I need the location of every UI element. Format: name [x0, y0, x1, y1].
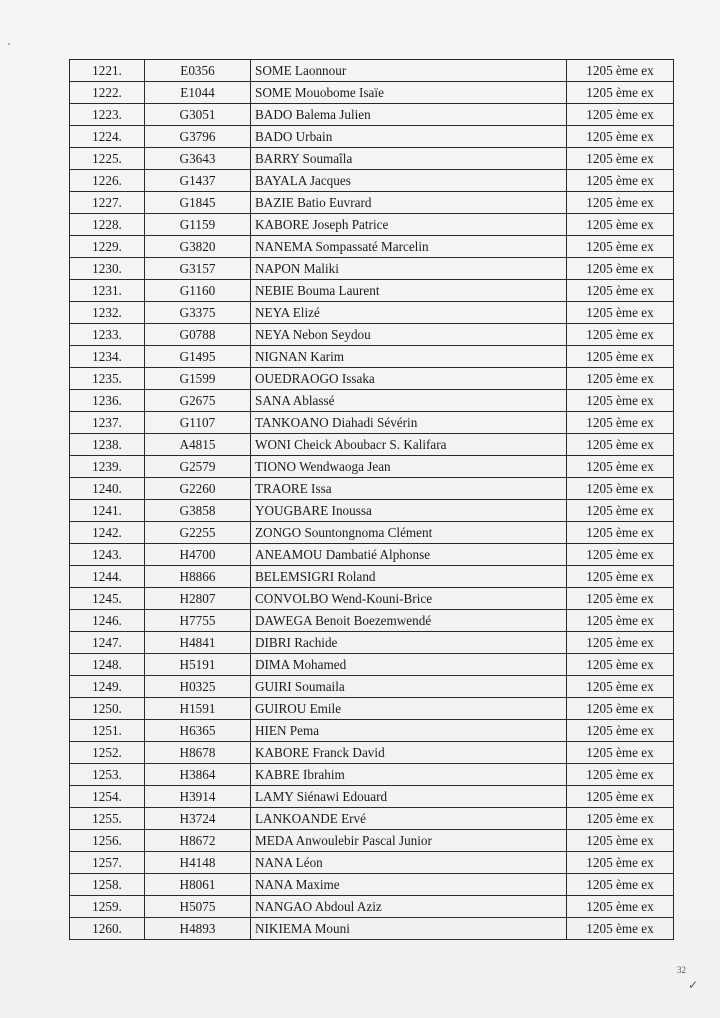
candidate-rank: 1205 ème ex [567, 830, 674, 852]
row-number: 1228. [70, 214, 145, 236]
candidate-rank: 1205 ème ex [567, 544, 674, 566]
row-number: 1232. [70, 302, 145, 324]
table-row [70, 324, 674, 346]
candidate-rank: 1205 ème ex [567, 786, 674, 808]
table-row [70, 852, 674, 874]
candidate-name: TRAORE Issa [251, 478, 567, 500]
candidate-name: BAZIE Batio Euvrard [251, 192, 567, 214]
candidate-name: DAWEGA Benoit Boezemwendé [251, 610, 567, 632]
candidate-code: G2675 [145, 390, 251, 412]
table-row [70, 346, 674, 368]
table-row [70, 82, 674, 104]
candidate-rank: 1205 ème ex [567, 918, 674, 940]
candidate-code: E0356 [145, 60, 251, 82]
candidate-name: YOUGBARE Inoussa [251, 500, 567, 522]
candidate-name: TANKOANO Diahadi Sévérin [251, 412, 567, 434]
table-row [70, 544, 674, 566]
row-number: 1225. [70, 148, 145, 170]
candidate-name: OUEDRAOGO Issaka [251, 368, 567, 390]
row-number: 1241. [70, 500, 145, 522]
candidate-name: LAMY Siénawi Edouard [251, 786, 567, 808]
candidate-name: TIONO Wendwaoga Jean [251, 456, 567, 478]
candidate-code: G2260 [145, 478, 251, 500]
candidate-rank: 1205 ème ex [567, 324, 674, 346]
table-row [70, 808, 674, 830]
candidate-rank: 1205 ème ex [567, 412, 674, 434]
candidate-rank: 1205 ème ex [567, 434, 674, 456]
candidate-rank: 1205 ème ex [567, 764, 674, 786]
candidate-name: KABRE Ibrahim [251, 764, 567, 786]
row-number: 1233. [70, 324, 145, 346]
candidate-name: LANKOANDE Ervé [251, 808, 567, 830]
candidate-rank: 1205 ème ex [567, 104, 674, 126]
candidate-name: NEBIE Bouma Laurent [251, 280, 567, 302]
candidate-rank: 1205 ème ex [567, 566, 674, 588]
candidate-code: G3796 [145, 126, 251, 148]
candidate-rank: 1205 ème ex [567, 192, 674, 214]
row-number: 1249. [70, 676, 145, 698]
row-number: 1223. [70, 104, 145, 126]
candidate-code: H8866 [145, 566, 251, 588]
row-number: 1252. [70, 742, 145, 764]
row-number: 1259. [70, 896, 145, 918]
candidate-rank: 1205 ème ex [567, 808, 674, 830]
table-row [70, 786, 674, 808]
row-number: 1255. [70, 808, 145, 830]
candidate-name: NANGAO Abdoul Aziz [251, 896, 567, 918]
table-row [70, 896, 674, 918]
candidate-name: KABORE Franck David [251, 742, 567, 764]
candidate-rank: 1205 ème ex [567, 456, 674, 478]
table-row [70, 720, 674, 742]
candidate-code: H4700 [145, 544, 251, 566]
table-row [70, 214, 674, 236]
table-row [70, 698, 674, 720]
candidate-code: G2255 [145, 522, 251, 544]
table-row [70, 280, 674, 302]
candidate-rank: 1205 ème ex [567, 588, 674, 610]
candidate-name: MEDA Anwoulebir Pascal Junior [251, 830, 567, 852]
candidate-name: NEYA Nebon Seydou [251, 324, 567, 346]
row-number: 1246. [70, 610, 145, 632]
table-row [70, 148, 674, 170]
candidate-rank: 1205 ème ex [567, 346, 674, 368]
candidate-rank: 1205 ème ex [567, 852, 674, 874]
candidate-code: G1107 [145, 412, 251, 434]
table-row [70, 170, 674, 192]
row-number: 1230. [70, 258, 145, 280]
row-number: 1257. [70, 852, 145, 874]
candidate-rank: 1205 ème ex [567, 82, 674, 104]
table-row [70, 236, 674, 258]
row-number: 1240. [70, 478, 145, 500]
candidate-code: H1591 [145, 698, 251, 720]
candidate-name: KABORE Joseph Patrice [251, 214, 567, 236]
table-row [70, 192, 674, 214]
candidate-name: WONI Cheick Aboubacr S. Kalifara [251, 434, 567, 456]
candidate-code: H5191 [145, 654, 251, 676]
candidate-rank: 1205 ème ex [567, 126, 674, 148]
candidate-code: H8061 [145, 874, 251, 896]
candidate-rank: 1205 ème ex [567, 874, 674, 896]
table-row [70, 830, 674, 852]
candidate-code: G3820 [145, 236, 251, 258]
table-row [70, 104, 674, 126]
row-number: 1238. [70, 434, 145, 456]
table-row [70, 126, 674, 148]
candidate-name: NEYA Elizé [251, 302, 567, 324]
candidate-rank: 1205 ème ex [567, 742, 674, 764]
candidate-rank: 1205 ème ex [567, 60, 674, 82]
row-number: 1247. [70, 632, 145, 654]
table-row [70, 654, 674, 676]
row-number: 1239. [70, 456, 145, 478]
row-number: 1229. [70, 236, 145, 258]
candidate-name: ANEAMOU Dambatié Alphonse [251, 544, 567, 566]
table-row [70, 610, 674, 632]
candidate-rank: 1205 ème ex [567, 720, 674, 742]
table-row [70, 390, 674, 412]
candidate-code: G1599 [145, 368, 251, 390]
candidate-name: NAPON Maliki [251, 258, 567, 280]
candidate-name: BAYALA Jacques [251, 170, 567, 192]
candidate-name: GUIRI Soumaila [251, 676, 567, 698]
row-number: 1243. [70, 544, 145, 566]
candidate-code: H4841 [145, 632, 251, 654]
row-number: 1250. [70, 698, 145, 720]
candidate-code: G1495 [145, 346, 251, 368]
candidate-code: H3914 [145, 786, 251, 808]
candidate-name: GUIROU Emile [251, 698, 567, 720]
table-row [70, 258, 674, 280]
table-row [70, 522, 674, 544]
candidate-name: BARRY Soumaîla [251, 148, 567, 170]
candidate-rank: 1205 ème ex [567, 478, 674, 500]
candidate-name: BADO Urbain [251, 126, 567, 148]
candidate-code: A4815 [145, 434, 251, 456]
row-number: 1234. [70, 346, 145, 368]
candidate-code: H3724 [145, 808, 251, 830]
candidate-rank: 1205 ème ex [567, 148, 674, 170]
candidate-name: NIGNAN Karim [251, 346, 567, 368]
row-number: 1254. [70, 786, 145, 808]
candidate-name: DIMA Mohamed [251, 654, 567, 676]
candidate-code: G1160 [145, 280, 251, 302]
row-number: 1245. [70, 588, 145, 610]
row-number: 1237. [70, 412, 145, 434]
table-row [70, 676, 674, 698]
candidate-name: HIEN Pema [251, 720, 567, 742]
candidate-rank: 1205 ème ex [567, 676, 674, 698]
candidate-name: SOME Laonnour [251, 60, 567, 82]
row-number: 1251. [70, 720, 145, 742]
row-number: 1231. [70, 280, 145, 302]
candidate-rank: 1205 ème ex [567, 280, 674, 302]
table-row [70, 918, 674, 940]
table-row [70, 412, 674, 434]
candidate-code: H4893 [145, 918, 251, 940]
row-number: 1236. [70, 390, 145, 412]
table-row [70, 742, 674, 764]
candidate-name: NANA Maxime [251, 874, 567, 896]
row-number: 1222. [70, 82, 145, 104]
candidate-code: H5075 [145, 896, 251, 918]
candidate-name: NANEMA Sompassaté Marcelin [251, 236, 567, 258]
table-row [70, 874, 674, 896]
row-number: 1256. [70, 830, 145, 852]
table-row [70, 588, 674, 610]
candidate-name: CONVOLBO Wend-Kouni-Brice [251, 588, 567, 610]
table-row [70, 566, 674, 588]
candidate-code: G0788 [145, 324, 251, 346]
candidate-code: G3858 [145, 500, 251, 522]
candidate-code: G1845 [145, 192, 251, 214]
table-row [70, 764, 674, 786]
row-number: 1221. [70, 60, 145, 82]
table-row [70, 478, 674, 500]
row-number: 1258. [70, 874, 145, 896]
candidate-name: NIKIEMA Mouni [251, 918, 567, 940]
row-number: 1248. [70, 654, 145, 676]
row-number: 1244. [70, 566, 145, 588]
candidate-name: NANA Léon [251, 852, 567, 874]
row-number: 1242. [70, 522, 145, 544]
row-number: 1224. [70, 126, 145, 148]
candidate-rank: 1205 ème ex [567, 258, 674, 280]
candidate-rank: 1205 ème ex [567, 500, 674, 522]
candidate-rank: 1205 ème ex [567, 390, 674, 412]
candidate-name: DIBRI Rachide [251, 632, 567, 654]
table-row [70, 500, 674, 522]
candidate-code: H7755 [145, 610, 251, 632]
table-row [70, 60, 674, 82]
candidate-code: G3375 [145, 302, 251, 324]
candidate-code: E1044 [145, 82, 251, 104]
candidate-rank: 1205 ème ex [567, 654, 674, 676]
candidate-code: H8672 [145, 830, 251, 852]
scan-speck [8, 43, 10, 45]
candidate-rank: 1205 ème ex [567, 632, 674, 654]
candidate-name: BADO Balema Julien [251, 104, 567, 126]
candidate-code: G3157 [145, 258, 251, 280]
candidate-code: H2807 [145, 588, 251, 610]
candidate-name: SOME Mouobome Isaïe [251, 82, 567, 104]
candidate-code: H3864 [145, 764, 251, 786]
candidate-rank: 1205 ème ex [567, 236, 674, 258]
row-number: 1253. [70, 764, 145, 786]
table-row [70, 434, 674, 456]
candidate-name: SANA Ablassé [251, 390, 567, 412]
row-number: 1260. [70, 918, 145, 940]
candidate-rank: 1205 ème ex [567, 302, 674, 324]
table-row [70, 302, 674, 324]
results-table [69, 59, 674, 940]
candidate-rank: 1205 ème ex [567, 368, 674, 390]
table-row [70, 368, 674, 390]
candidate-rank: 1205 ème ex [567, 170, 674, 192]
candidate-code: G1437 [145, 170, 251, 192]
table-row [70, 456, 674, 478]
candidate-name: BELEMSIGRI Roland [251, 566, 567, 588]
candidate-rank: 1205 ème ex [567, 522, 674, 544]
row-number: 1227. [70, 192, 145, 214]
candidate-rank: 1205 ème ex [567, 214, 674, 236]
row-number: 1235. [70, 368, 145, 390]
page-number: 32 [677, 965, 686, 975]
candidate-rank: 1205 ème ex [567, 610, 674, 632]
candidate-code: H0325 [145, 676, 251, 698]
candidate-rank: 1205 ème ex [567, 698, 674, 720]
candidate-rank: 1205 ème ex [567, 896, 674, 918]
candidate-code: G2579 [145, 456, 251, 478]
handwritten-check-mark: ✓ [687, 978, 698, 992]
results-table-body [70, 60, 674, 940]
table-row [70, 632, 674, 654]
candidate-code: H6365 [145, 720, 251, 742]
candidate-code: G3643 [145, 148, 251, 170]
row-number: 1226. [70, 170, 145, 192]
candidate-code: H8678 [145, 742, 251, 764]
candidate-code: G3051 [145, 104, 251, 126]
candidate-name: ZONGO Sountongnoma Clément [251, 522, 567, 544]
candidate-code: H4148 [145, 852, 251, 874]
candidate-code: G1159 [145, 214, 251, 236]
